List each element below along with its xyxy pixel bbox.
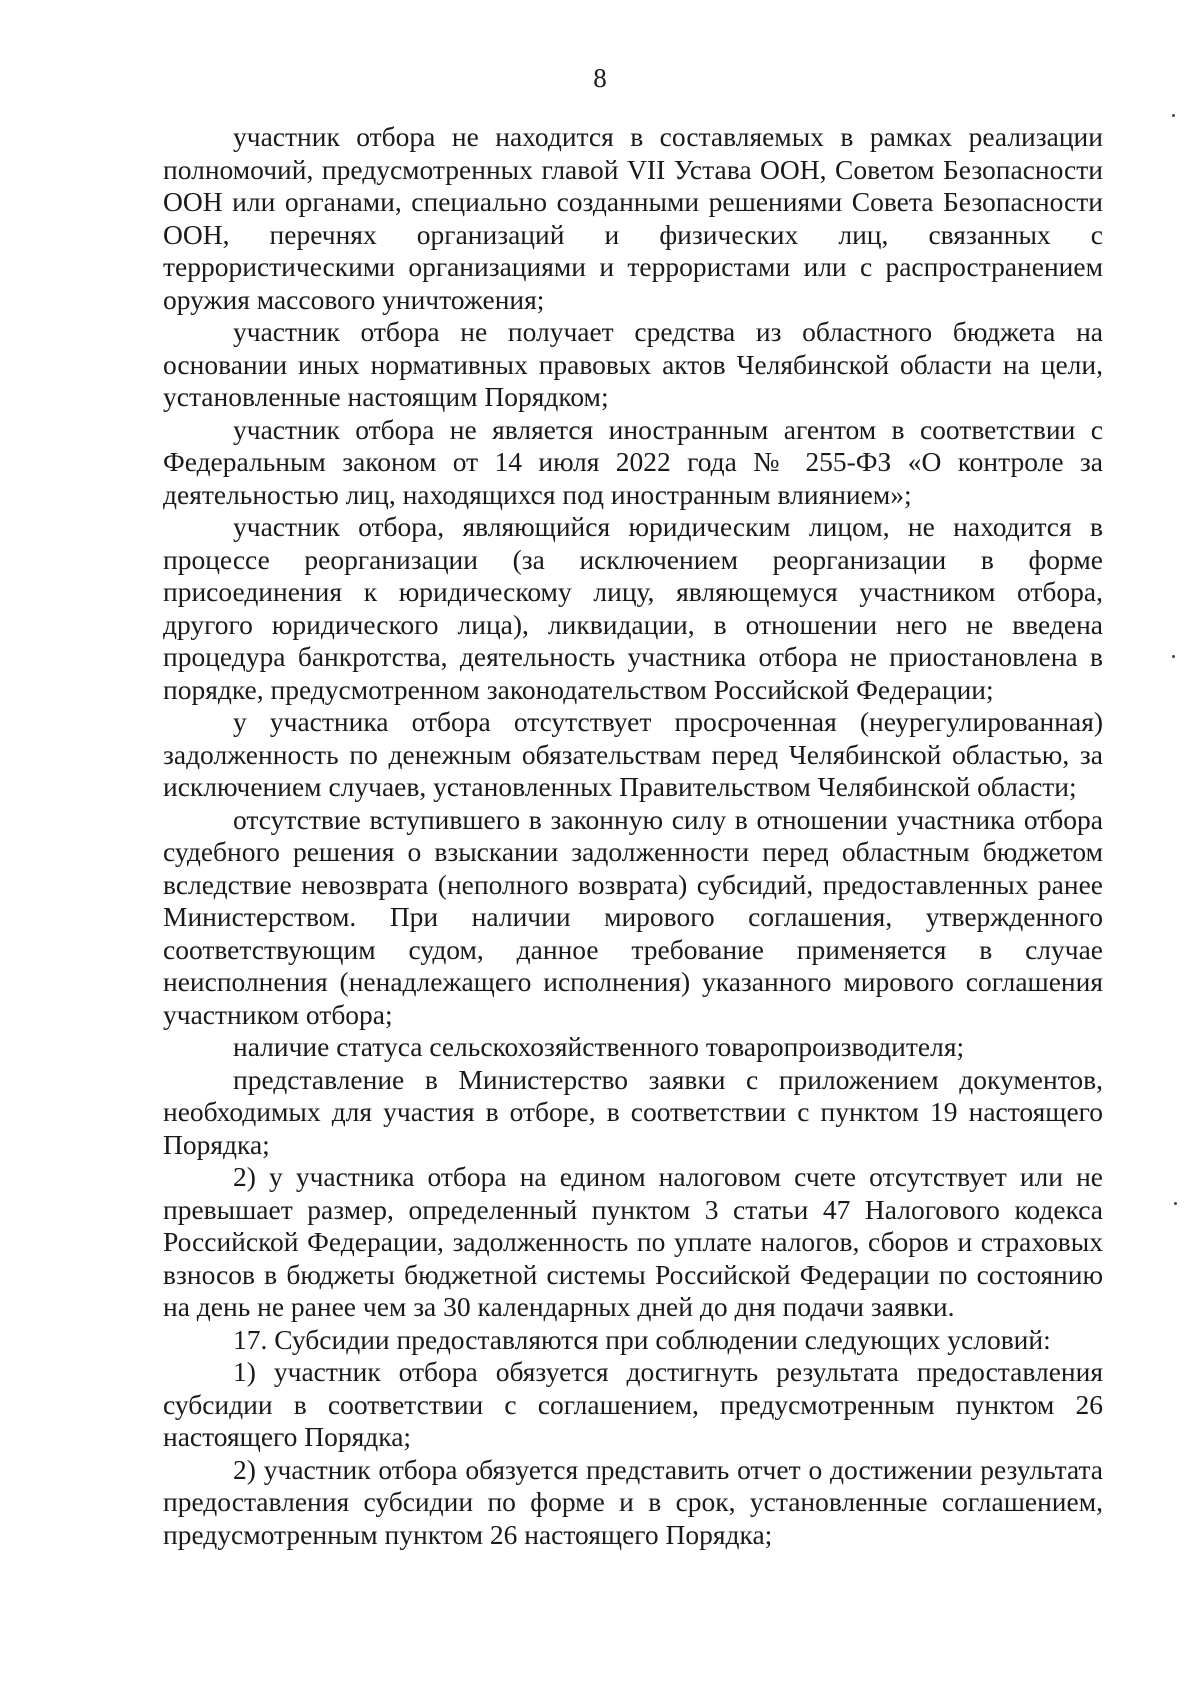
paragraph: участник отбора, являющийся юридическим лицом, не находится в процессе реорганизации (за исключением реорганизации в форме присоединения к юридическому лицу, являющемуся участником отбора, другого юридического лица), ликвидации, в отношении него не введена процедура банкротства, деятельность участника отбора не приостановлена в порядке, предусмотренном законодательством Российской Федерации; (163, 511, 1103, 705)
paragraph: 1) участник отбора обязуется достигнуть результата предоставления субсидии в соответствии с соглашением, предусмотренным пунктом 26 настоящего Порядка; (163, 1356, 1103, 1452)
paragraph: 2) у участника отбора на едином налоговом счете отсутствует или не превышает размер, определенный пунктом 3 статьи 47 Налогового кодекса Российской Федерации, задолженность по уплате налогов, сборов и страховых взносов в бюджеты бюджетной системы Российской Федерации по состоянию на день не ранее чем за 30 календарных дней до дня подачи заявки. (163, 1161, 1103, 1322)
paragraph: 2) участник отбора обязуется представить отчет о достижении результата предоставления субсидии по форме и в срок, установленные соглашением, предусмотренным пунктом 26 настоящего Порядка; (163, 1453, 1103, 1550)
scan-speck (1172, 114, 1175, 117)
paragraph: участник отбора не является иностранным агентом в соответствии с Федеральным законом от 14 июля 2022 года № 255-ФЗ «О контроле за деятельностью лиц, находящихся под иностранным влиянием»; (163, 413, 1103, 510)
paragraph: у участника отбора отсутствует просроченная (неурегулированная) задолженность по денежным обязательствам перед Челябинской областью, за исключением случаев, установленных Правительством Челябинской области; (163, 706, 1103, 802)
page-number: 8 (593, 63, 607, 93)
paragraph: наличие статуса сельскохозяйственного товаропроизводителя; (233, 1031, 965, 1062)
scan-speck (1172, 655, 1175, 658)
paragraph: участник отбора не находится в составляемых в рамках реализации полномочий, предусмотренных главой VII Устава ООН, Советом Безопасности ООН или органами, специально созданными решениями Совета Безопасности ООН, перечнях организаций и физических лиц, связанных с террористическими организациями и террористами или с распространением оружия массового уничтожения; (163, 121, 1103, 315)
paragraph: участник отбора не получает средства из областного бюджета на основании иных нормативных правовых актов Челябинской области на цели, установленные настоящим Порядком; (163, 316, 1103, 412)
paragraph: представление в Министерство заявки с приложением документов, необходимых для участия в отборе, в соответствии с пунктом 19 настоящего Порядка; (163, 1063, 1103, 1160)
document-body (163, 121, 1103, 1551)
paragraph: отсутствие вступившего в законную силу в отношении участника отбора судебного решения о взыскании задолженности перед областным бюджетом вследствие невозврата (неполного возврата) субсидий, предоставленных ранее Министерством. При наличии мирового соглашения, утвержденного соответствующим судом, данное требование применяется в случае неисполнения (ненадлежащего исполнения) указанного мирового соглашения участником отбора; (163, 803, 1103, 1030)
paragraph: 17. Субсидии предоставляются при соблюдении следующих условий: (233, 1323, 1051, 1355)
scan-speck (1174, 1202, 1177, 1205)
